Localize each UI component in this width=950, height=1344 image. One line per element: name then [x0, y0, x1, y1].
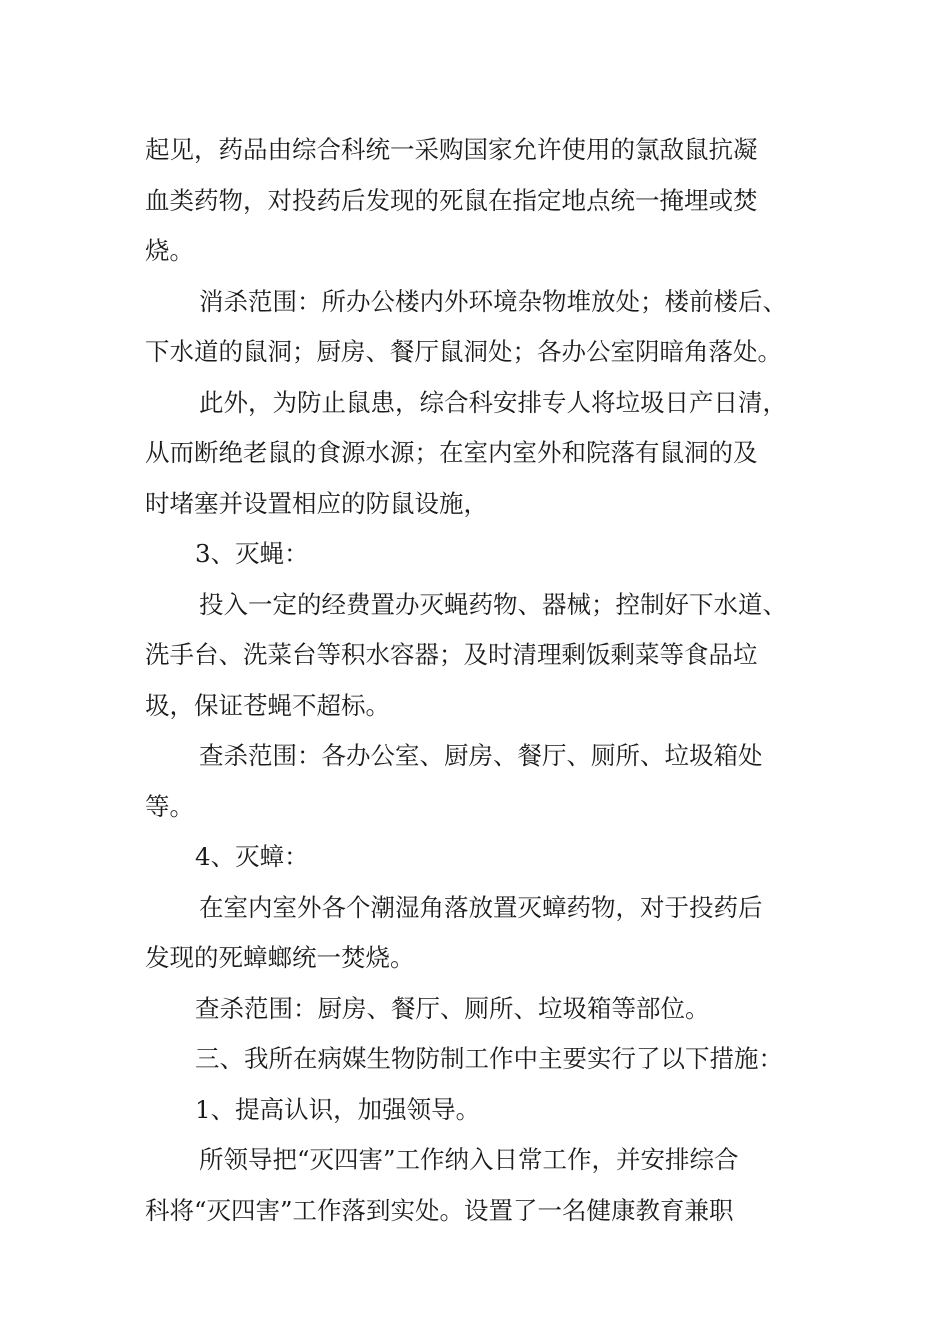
text-line: 血类药物，对投药后发现的死鼠在指定地点统一掩埋或焚: [145, 185, 758, 215]
text-line: 发现的死蟑螂统一焚烧。: [145, 943, 415, 972]
text-line: 科将“灭四害”工作落到实处。设置了一名健康教育兼职: [145, 1195, 734, 1225]
text-line: 1、提高认识，加强领导。: [195, 1094, 481, 1124]
text-line: 在室内室外各个潮湿角落放置灭蟑药物，对于投药后: [199, 892, 763, 922]
document-body: [145, 125, 815, 1236]
text-line: 从而断绝老鼠的食源水源；在室内室外和院落有鼠洞的及: [145, 438, 758, 467]
text-line: 下水道的鼠洞；厨房、餐厅鼠洞处；各办公室阴暗角落处。: [145, 337, 782, 366]
text-line: 三、我所在病媒生物防制工作中主要实行了以下措施：: [195, 1044, 783, 1073]
text-line: 投入一定的经费置办灭蝇药物、器械；控制好下水道、: [199, 589, 787, 619]
text-line: 等。: [145, 791, 194, 821]
text-line: 4、灭蟑：: [195, 842, 309, 871]
text-line: 起见，药品由综合科统一采购国家允许使用的氯敌鼠抗凝: [145, 135, 758, 164]
text-line: 所领导把“灭四害”工作纳入日常工作，并安排综合: [199, 1145, 739, 1174]
text-line: 圾，保证苍蝇不超标。: [145, 690, 390, 720]
text-line: 查杀范围：厨房、餐厅、厕所、垃圾箱等部位。: [195, 993, 710, 1023]
text-line: 洗手台、洗菜台等积水容器；及时清理剩饭剩菜等食品垃: [145, 640, 758, 669]
text-line: 烧。: [145, 236, 194, 265]
text-line: 此外，为防止鼠患，综合科安排专人将垃圾日产日清，: [199, 387, 787, 417]
text-line: 时堵塞并设置相应的防鼠设施，: [145, 488, 488, 518]
text-line: 消杀范围：所办公楼内外环境杂物堆放处；楼前楼后、: [199, 286, 787, 316]
text-line: 查杀范围：各办公室、厨房、餐厅、厕所、垃圾箱处: [199, 741, 763, 770]
text-line: 3、灭蝇：: [195, 539, 309, 568]
